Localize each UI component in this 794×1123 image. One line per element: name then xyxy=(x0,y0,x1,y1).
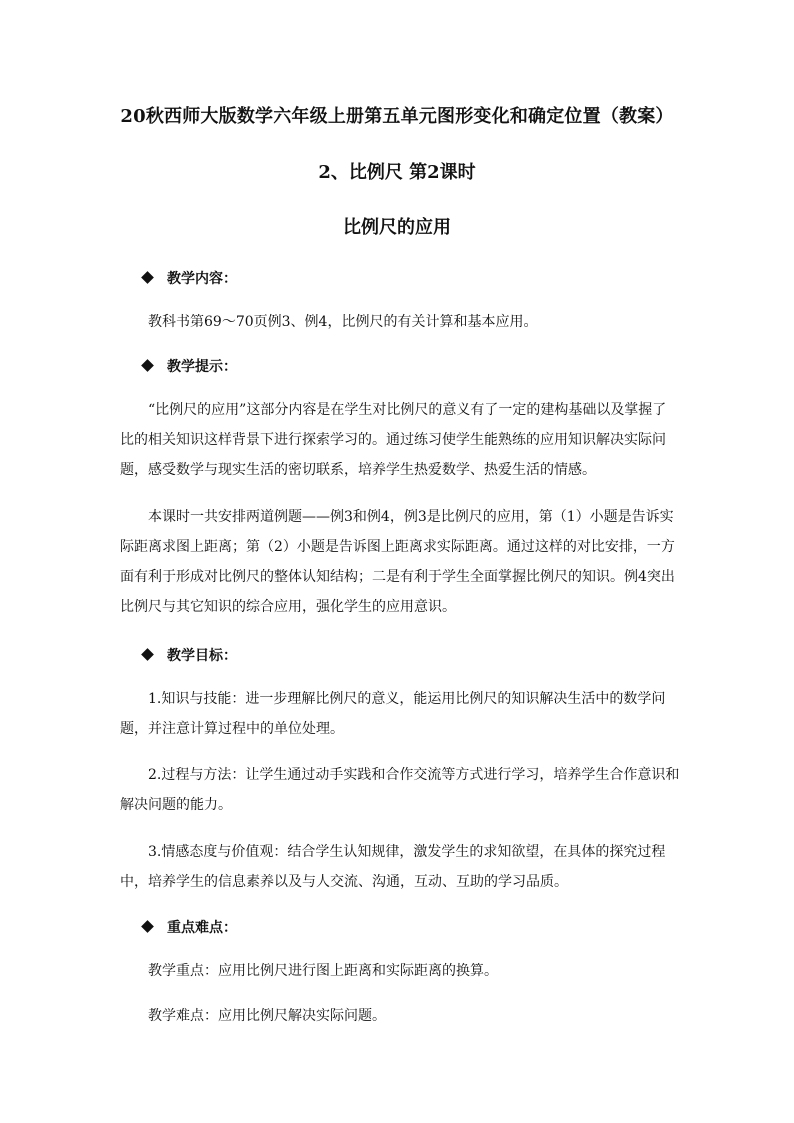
document-title: 20秋西师大版数学六年级上册第五单元图形变化和确定位置（教案） xyxy=(120,106,674,127)
diamond-bullet-icon xyxy=(141,359,154,372)
section-heading-key-points xyxy=(143,917,237,939)
hints-paragraph-2: 本课时一共安排两道例题——例3和例4，例3是比例尺的应用，第（1）小题是告诉实际距离求图上距离；第（2）小题是告诉图上距离求实际距离。通过这样的对比安排，一方面有利于形成对比例尺的整体认知结构；二是有利于学生全面掌握比例尺的知识。例4突出比例尺与其它知识的综合应用，强化学生的应用意识。 xyxy=(120,509,675,615)
diamond-bullet-icon xyxy=(141,271,154,284)
goal-knowledge-skills: 1.知识与技能：进一步理解比例尺的意义，能运用比例尺的知识解决生活中的数学问题，并注意计算过程中的单位处理。 xyxy=(120,691,666,737)
section-heading-label: 教学目标： xyxy=(167,648,237,664)
diamond-bullet-icon xyxy=(141,648,154,661)
goal-process-methods: 2.过程与方法：让学生通过动手实践和合作交流等方式进行学习，培养学生合作意识和解决问题的能力。 xyxy=(120,767,680,813)
section-heading-goals xyxy=(143,645,237,667)
hints-paragraph-1: “比例尺的应用”这部分内容是在学生对比例尺的意义有了一定的建构基础以及掌握了比的相关知识这样背景下进行探索学习的。通过练习使学生能熟练的应用知识解决实际问题，感受数学与现实生活的密切联系，培养学生热爱数学、热爱生活的情感。 xyxy=(120,402,667,478)
section-heading-hints xyxy=(143,356,237,378)
content-text: 教科书第69～70页例3、例4，比例尺的有关计算和基本应用。 xyxy=(148,314,538,330)
section-heading-label: 教学提示： xyxy=(167,359,237,375)
lesson-title: 比例尺的应用 xyxy=(343,217,451,238)
diamond-bullet-icon xyxy=(141,920,154,933)
goal-emotion-values: 3.情感态度与价值观：结合学生认知规律，激发学生的求知欲望，在具体的探究过程中，培养学生的信息素养以及与人交流、沟通，互动、互助的学习品质。 xyxy=(120,844,666,890)
document-subtitle: 2、比例尺 第2课时 xyxy=(318,162,476,183)
difficulty-text: 教学难点：应用比例尺解决实际问题。 xyxy=(148,1008,386,1024)
section-heading-content xyxy=(143,268,237,290)
section-heading-label: 教学内容： xyxy=(167,271,237,287)
key-point-text: 教学重点：应用比例尺进行图上距离和实际距离的换算。 xyxy=(148,963,498,979)
section-heading-label: 重点难点： xyxy=(167,920,237,936)
